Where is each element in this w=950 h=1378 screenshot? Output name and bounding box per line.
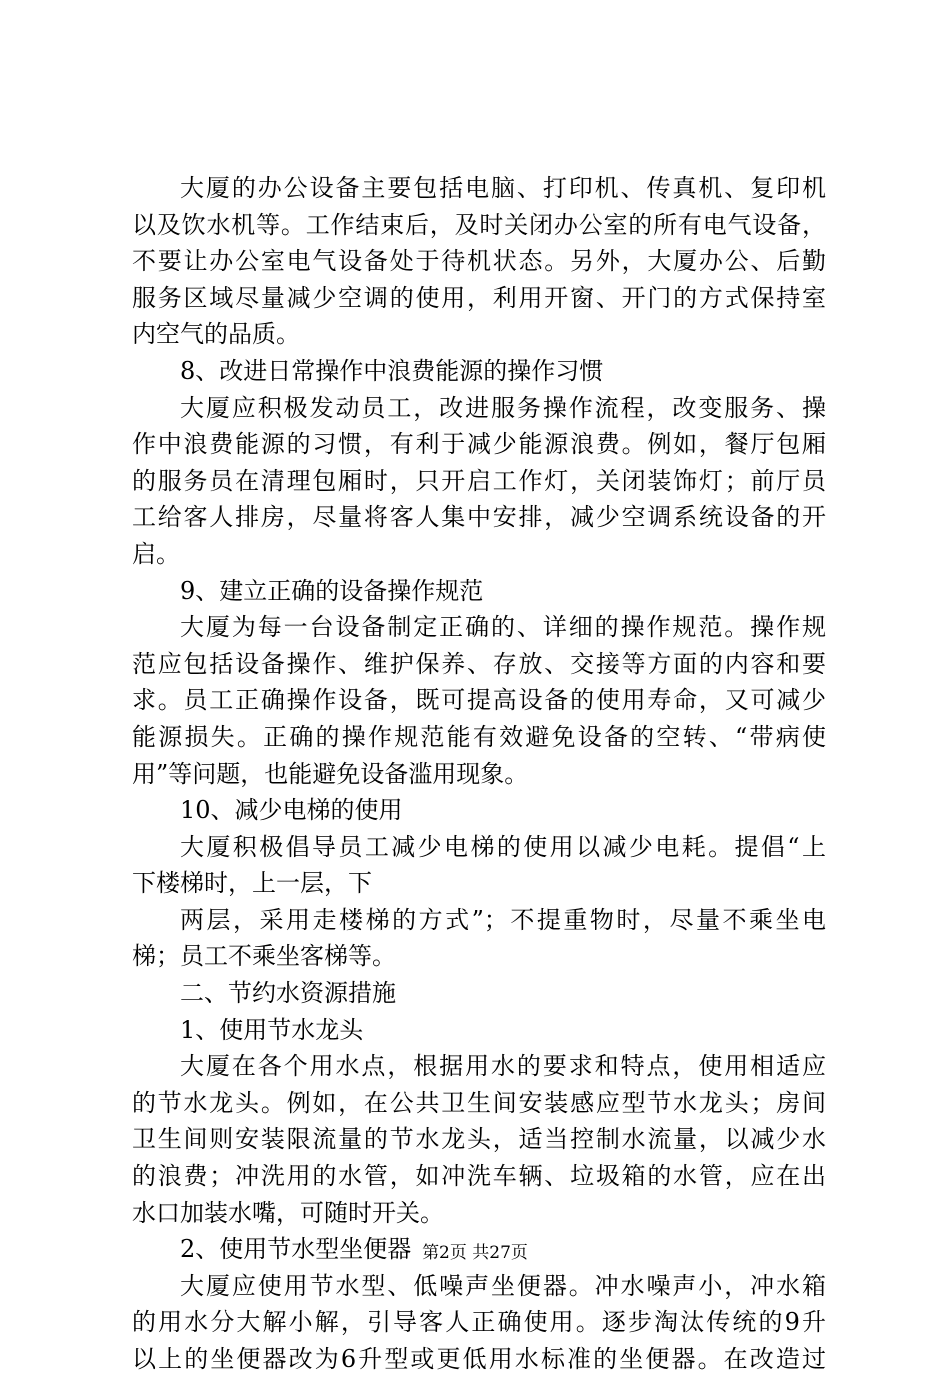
text-line: 能源损失。正确的操作规范能有效避免设备的空转、“带病使	[132, 722, 826, 751]
text-line: 作中浪费能源的习惯，有利于减少能源浪费。例如，餐厅包厢	[132, 430, 826, 459]
text-line: 梯；员工不乘坐客梯等。	[132, 942, 396, 971]
text-line: 2、使用节水型坐便器	[180, 1235, 412, 1264]
text-line: 的用水分大解小解，引导客人正确使用。逐步淘汰传统的9升	[132, 1308, 826, 1337]
text-line: 大厦应使用节水型、低噪声坐便器。冲水噪声小，冲水箱	[180, 1271, 826, 1300]
text-line: 不要让办公室电气设备处于待机状态。另外，大厦办公、后勤	[132, 247, 826, 276]
text-line: 求。员工正确操作设备，既可提高设备的使用寿命，又可减少	[132, 686, 826, 715]
text-line: 10、减少电梯的使用	[180, 796, 403, 825]
text-line: 以上的坐便器改为6升型或更低用水标准的坐便器。在改造过	[132, 1345, 826, 1373]
text-line: 大厦为每一台设备制定正确的、详细的操作规范。操作规	[180, 613, 826, 642]
text-line: 服务区域尽量减少空调的使用，利用开窗、开门的方式保持室	[132, 283, 826, 312]
text-line: 的浪费；冲洗用的水管，如冲洗车辆、垃圾箱的水管，应在出	[132, 1162, 826, 1191]
page-footer: 第2页 共27页	[422, 1243, 528, 1263]
text-line: 的服务员在清理包厢时，只开启工作灯，关闭装饰灯；前厅员	[132, 466, 826, 495]
text-line: 以及饮水机等。工作结束后，及时关闭办公室的所有电气设备，	[132, 210, 826, 239]
document-body	[132, 170, 826, 1378]
text-line: 工给客人排房，尽量将客人集中安排，减少空调系统设备的开	[132, 503, 826, 532]
text-line: 下楼梯时，上一层，下	[132, 869, 372, 898]
text-line: 范应包括设备操作、维护保养、存放、交接等方面的内容和要	[132, 649, 826, 678]
text-line: 大厦应积极发动员工，改进服务操作流程，改变服务、操	[180, 393, 826, 422]
text-line: 9、建立正确的设备操作规范	[180, 576, 484, 605]
text-line: 水口加装水嘴，可随时开关。	[132, 1198, 444, 1227]
text-line: 的节水龙头。例如，在公共卫生间安装感应型节水龙头；房间	[132, 1088, 826, 1117]
text-line: 1、使用节水龙头	[180, 1015, 364, 1044]
text-line: 用”等问题，也能避免设备滥用现象。	[132, 759, 529, 788]
text-line: 启。	[132, 539, 180, 568]
text-line: 卫生间则安装限流量的节水龙头，适当控制水流量，以减少水	[132, 1125, 826, 1154]
text-line: 8、改进日常操作中浪费能源的操作习惯	[180, 356, 604, 385]
text-line: 大厦的办公设备主要包括电脑、打印机、传真机、复印机	[180, 174, 826, 202]
text-line: 大厦积极倡导员工减少电梯的使用以减少电耗。提倡“上	[180, 832, 826, 861]
text-line: 内空气的品质。	[132, 320, 300, 349]
text-line: 两层，采用走楼梯的方式”；不提重物时，尽量不乘坐电	[180, 905, 826, 934]
text-line: 二、节约水资源措施	[180, 979, 396, 1008]
text-line: 大厦在各个用水点，根据用水的要求和特点，使用相适应	[180, 1052, 826, 1081]
